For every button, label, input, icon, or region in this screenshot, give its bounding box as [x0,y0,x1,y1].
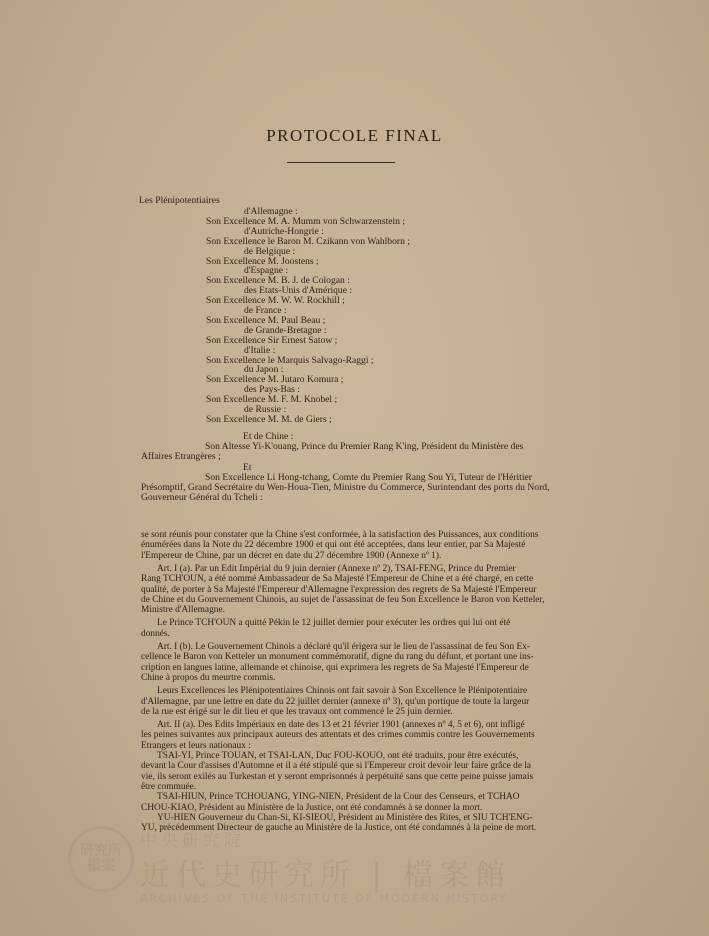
delegate-name: Son Excellence M. Joostens ; [206,255,319,267]
china-line: Son Excellence Li Hong-tchang, Comte du Premier Rang Sou Yi, Tuteur de l'Héritier [205,472,532,483]
body-line: Chine à propos du meurtre commis. [141,672,276,683]
delegate-country: des Etats-Unis d'Amérique : [244,285,353,297]
body-line: TSAI-YI, Prince TOUAN, et TSAI-LAN, Duc FOU-KOUO, ont été traduits, pour être exécutés, [157,751,519,761]
body-line: donnés. [141,628,170,639]
delegate-country: de France : [244,305,287,316]
delegate-country: du Japon : [244,364,284,376]
body-line: CHOU-KIAO, Président au Ministère de la Justice, ont été condamnés à se donner la mort. [141,802,483,813]
china-line: Et [243,462,252,473]
body-line: devant la Cour d'assises d'Automne et il a été stipulé que si l'Empereur croit devoir leur faire grâce de la [141,761,532,772]
body-line: Leurs Excellences les Plénipotentiaires Chinois ont fait savoir à Son Excellence le Plénipotentiaire [157,686,528,697]
body-line: Art. II (a). Des Edits Impériaux en date des 13 et 21 février 1901 (annexes nº 4, 5 et 6), ont infligé [157,720,525,731]
china-line: Gouverneur Général du Tcheli : [141,492,263,503]
delegate-country: d'Espagne : [244,265,289,277]
body-line: Ministre d'Allemagne. [141,605,225,616]
intro-line: Les Plénipotentiaires [139,195,220,206]
body-line: de la rue est érigé sur le dit lieu et que les travaux ont commencé le 25 juin dernier. [141,706,453,717]
body-line: énumérées dans la Note du 22 décembre 1900 et qui ont été acceptées, dans leur entier, par Sa Majesté [141,540,526,551]
delegate-country: des Pays-Bas : [244,384,300,396]
body-line: d'Allemagne, par une lettre en date du 22 juillet dernier (annexe nº 3), qu'un portique de toute la largeur [141,696,530,707]
delegate-name: Son Excellence M. B. J. de Cologan : [206,275,350,287]
watermark-sub-text: ARCHIVES OF THE INSTITUTE OF MODERN HISTORY [140,892,508,905]
delegate-name: Son Excellence le Baron M. Czikann von Wahlborn ; [206,235,410,247]
body-line: se sont réunis pour constater que la Chine s'est conformée, à la satisfaction des Puissances, aux conditions [141,530,539,540]
delegate-name: Son Excellence M. W. W. Rockhill ; [206,295,345,307]
body-line: TSAI-HIUN, Prince TCHOUANG, YING-NIEN, Président de la Cour des Censeurs, et TCHAO [157,792,520,803]
delegate-country: d'Italie : [244,344,276,356]
body-line: cription en langues latine, allemande et chinoise, qui exprimera les regrets de Sa Majesté l'Empereur de [141,662,529,673]
body-line: Rang TCH'OUN, a été nommé Ambassadeur de Sa Majesté l'Empereur de Chine et a été chargé, en cette [141,574,534,585]
delegate-name: Son Excellence le Marquis Salvago-Raggi ; [206,354,374,366]
china-line: Et de Chine : [243,431,294,442]
delegate-country: de Russie : [244,404,287,415]
title-rule [287,162,395,163]
watermark-top-text: 中央研究院 [140,831,245,851]
watermark-main-text: 近代史研究所 | 檔案館 [140,858,512,893]
archive-seal-icon: 研究所 檔案 [68,826,134,892]
delegate-country: de Belgique : [244,245,296,257]
china-line: Son Altesse Yi-K'ouang, Prince du Premier Rang K'ing, Président du Ministère des [205,441,524,452]
body-line: Etrangers et leurs nationaux : [141,740,251,751]
body-line: l'Empereur de Chine, par un décret en date du 27 décembre 1900 (Annexe nº 1). [141,550,442,561]
delegate-name: Son Excellence M. A. Mumm von Schwarzenstein ; [206,215,406,227]
body-line: de Chine et du Gouvernement Chinois, au sujet de l'assassinat de feu Son Excellence le Baron von Ketteler, [141,594,545,605]
body-line: être commuée. [141,781,197,792]
delegate-name: Son Excellence M. F. M. Knobel ; [206,394,338,406]
delegate-name: Son Excellence M. M. de Giers ; [206,413,332,425]
body-line: cellence le Baron von Ketteler un monument commémoratif, digne du rang du défunt, et portant une ins- [141,652,534,663]
body-line: Le Prince TCH'OUN a quitté Pékin le 12 juillet dernier pour exécuter les ordres qui lui ont été [157,618,511,629]
delegate-name: Son Excellence M. Paul Beau ; [206,314,326,326]
body-line: YU-HIEN Gouverneur du Chan-Si, KI-SIEOU, Président au Ministère des Rites, et SIU TCH'ENG- [157,812,533,823]
body-line: les peines suivantes aux principaux auteurs des attentats et des crimes commis contre les Gouvernements [141,730,535,741]
china-line: Affaires Etrangères ; [141,451,221,462]
delegate-name: Son Excellence Sir Ernest Satow ; [206,334,338,346]
archive-watermark [68,826,628,916]
delegate-name: Son Excellence M. Jutaro Komura ; [206,374,344,386]
body-line: vie, ils seront exilés au Turkestan et y seront emprisonnés à perpétuité sans que cette peine puisse jamais [141,771,534,782]
body-line: YU, précédemment Directeur de gauche au Ministère de la Justice, ont été condamnés à la peine de mort. [141,823,537,834]
body-line: Art. I (a). Par un Edit Impérial du 9 juin dernier (Annexe nº 2), TSAI-FENG, Prince du Premier [157,563,516,574]
china-line: Présomptif, Grand Secrétaire du Wen-Houa-Tien, Ministre du Commerce, Surintendant des ports du Nord, [141,482,550,493]
document-title: PROTOCOLE FINAL [266,126,443,145]
delegate-country: de Grande-Bretagne : [244,324,327,336]
body-line: qualité, de porter à Sa Majesté l'Empereur d'Allemagne l'expression des regrets de Sa Majesté l'Empereur [141,584,537,595]
delegate-country: d'Autriche-Hongrie : [244,225,324,237]
delegate-country: d'Allemagne : [244,206,298,217]
body-line: Art. I (b). Le Gouvernement Chinois a déclaré qu'il érigera sur le lieu de l'assassinat de feu Son Ex- [157,642,531,652]
